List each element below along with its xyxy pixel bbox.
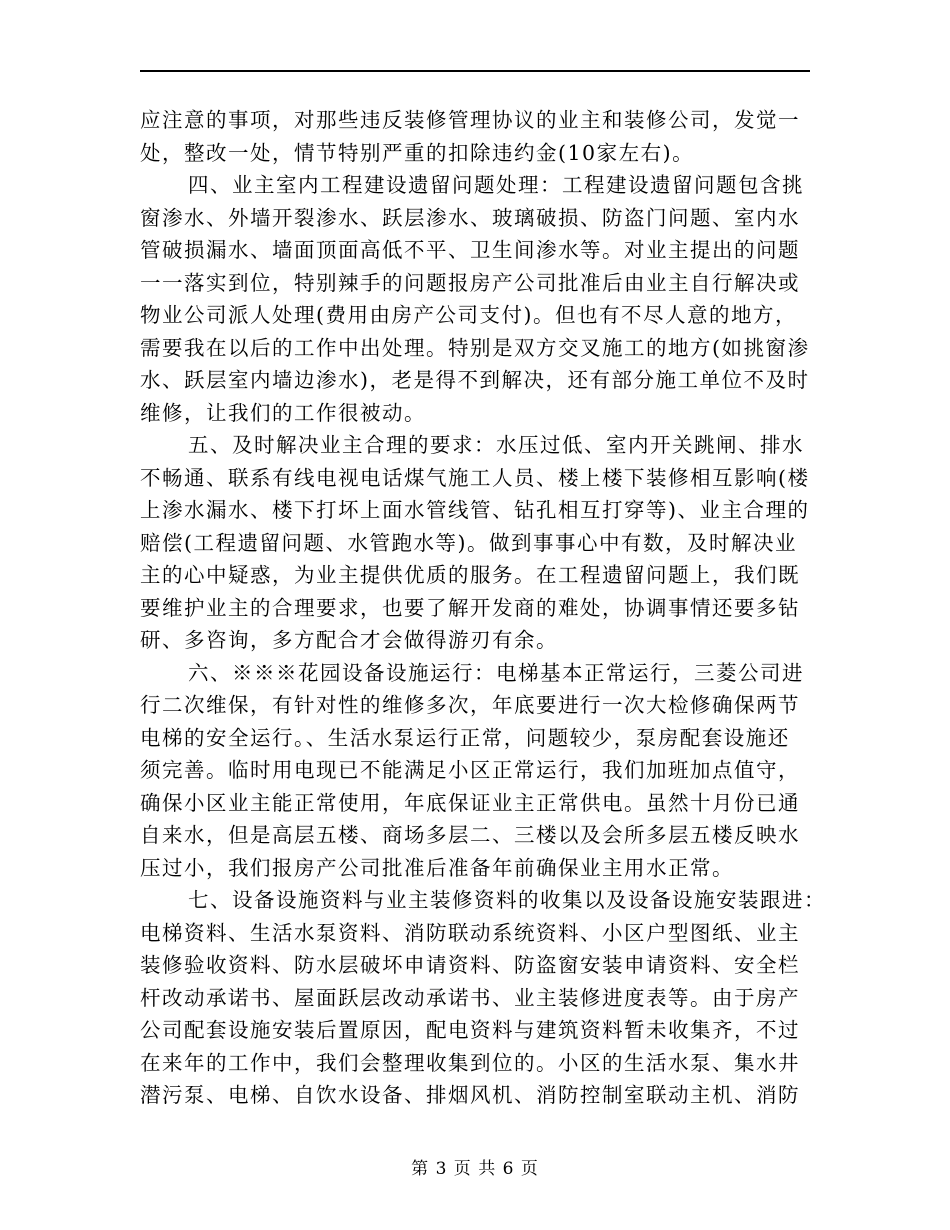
text-line: 一一落实到位，特别辣手的问题报房产公司批准后由业主自行解决或 [140, 270, 800, 295]
text-line: 窗渗水、外墙开裂渗水、跃层渗水、玻璃破损、防盗门问题、室内水 [140, 205, 800, 230]
text-line: 杆改动承诺书、屋面跃层改动承诺书、业主装修进度表等。由于房产 [140, 985, 800, 1010]
text-line: 压过小，我们报房产公司批准后准备年前确保业主用水正常。 [140, 855, 734, 880]
text-line: 须完善。临时用电现已不能满足小区正常运行，我们加班加点值守， [140, 758, 800, 782]
paragraph-start-line: 四、业主室内工程建设遗留问题处理：工程建设遗留问题包含挑 [188, 173, 804, 197]
text-line: 电梯资料、生活水泵资料、消防联动系统资料、小区户型图纸、业主 [140, 920, 800, 945]
text-line: 上渗水漏水、楼下打坏上面水管线管、钻孔相互打穿等)、业主合理的 [140, 498, 810, 522]
text-line: 处，整改一处，情节特别严重的扣除违约金(10家左右)。 [140, 140, 695, 165]
paragraph-start-line: 七、设备设施资料与业主装修资料的收集以及设备设施安装跟进： [188, 888, 826, 912]
page-number-footer: 第 3 页 共 6 页 [411, 1159, 539, 1179]
text-line: 需要我在以后的工作中出处理。特别是双方交叉施工的地方(如挑窗渗 [140, 335, 810, 360]
text-line: 维修，让我们的工作很被动。 [140, 400, 426, 425]
text-line: 自来水，但是高层五楼、商场多层二、三楼以及会所多层五楼反映水 [140, 823, 800, 847]
text-line: 装修验收资料、防水层破坏申请资料、防盗窗安装申请资料、安全栏 [140, 953, 800, 977]
paragraph-start-line: 六、※※※花园设备设施运行：电梯基本正常运行，三菱公司进 [188, 660, 804, 685]
text-line: 不畅通、联系有线电视电话煤气施工人员、楼上楼下装修相互影响(楼 [140, 465, 810, 490]
text-line: 电梯的安全运行。、生活水泵运行正常，问题较少，泵房配套设施还 [140, 725, 790, 750]
text-line: 应注意的事项，对那些违反装修管理协议的业主和装修公司，发觉一 [140, 108, 800, 132]
text-line: 在来年的工作中，我们会整理收集到位的。小区的生活水泵、集水井 [140, 1050, 800, 1075]
text-line: 公司配套设施安装后置原因，配电资料与建筑资料暂未收集齐，不过 [140, 1018, 800, 1042]
header-rule [140, 70, 810, 72]
text-line: 研、多咨询，多方配合才会做得游刃有余。 [140, 628, 558, 652]
text-line: 水、跃层室内墙边渗水)，老是得不到解决，还有部分施工单位不及时 [140, 368, 810, 392]
document-body [140, 104, 826, 1112]
text-line: 行二次维保，有针对性的维修多次，年底要进行一次大检修确保两节 [140, 693, 800, 717]
text-line: 主的心中疑惑，为业主提供优质的服务。在工程遗留问题上，我们既 [140, 563, 800, 587]
paragraph-start-line: 五、及时解决业主合理的要求：水压过低、室内开关跳闸、排水 [188, 433, 804, 457]
text-line: 赔偿(工程遗留问题、水管跑水等)。做到事事心中有数，及时解决业 [140, 530, 797, 555]
text-line: 潜污泵、电梯、自饮水设备、排烟风机、消防控制室联动主机、消防 [140, 1083, 800, 1107]
text-line: 管破损漏水、墙面顶面高低不平、卫生间渗水等。对业主提出的问题 [140, 238, 800, 262]
text-line: 物业公司派人处理(费用由房产公司支付)。但也有不尽人意的地方， [140, 303, 797, 327]
text-line: 确保小区业主能正常使用，年底保证业主正常供电。虽然十月份已通 [140, 790, 800, 815]
text-line: 要维护业主的合理要求，也要了解开发商的难处，协调事情还要多钻 [140, 595, 800, 620]
